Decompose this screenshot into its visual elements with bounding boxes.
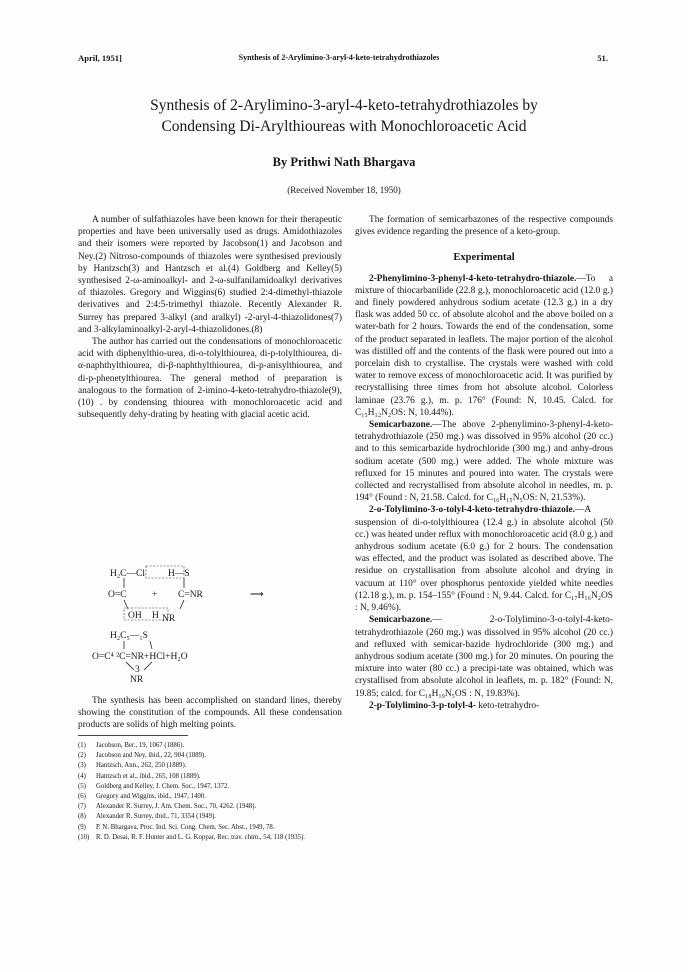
running-head — [78, 53, 608, 67]
product-ring-bottom: NR — [130, 675, 144, 685]
procedure-p-tolyl — [355, 700, 613, 712]
procedure-phenyl-title: 2-Phenylimino-3-phenyl-4-keto-tetrahydro-thiazole. — [369, 273, 577, 284]
reference-text: Alexander R. Surrey, ibid., 71, 3354 (1949). — [96, 813, 216, 821]
reference-number: (1) — [78, 742, 86, 749]
reference-number: (9) — [78, 823, 86, 831]
scheme-nr: NR — [162, 614, 176, 624]
scheme-reagent-ch2cl: H₂C—Cl — [110, 569, 145, 579]
reference-item — [78, 802, 342, 812]
references-divider — [78, 735, 188, 736]
keto-evidence-paragraph: The formation of semicarbazones of the respective compounds gives evidence regarding the presence of a keto-group. — [355, 215, 613, 238]
scheme-arrow: ⟶ — [250, 590, 264, 600]
reference-item — [78, 792, 342, 802]
procedure-phenyl-text: —To a mixture of thiocarbanilide (22.8 g.), monochloroacetic acid (12.0 g.) and finely powdered anhydrous sodium acetate (12.3 g.) in a dry flask was added 50 cc. of absolute alcohol and the above boiled on a water-bath for 2 hours. Towards the end of the condensation, some of the product separated in leaflets. The major portion of the alcohol was distilled off and the contents of the flask were poured out into a porcelain dish to crystallise. The crystals were washed with cold water to remove excess of monochloroacetic acid. It was purified by recrystallising three times from hot absolute alcohol. Colorless laminae (23.76 g.), m. p. 176° (Found: N, 10.45. Calcd. for C₁₅H₁₂N₂OS: N, 10.44%). — [355, 273, 613, 418]
reference-item — [78, 772, 342, 782]
reference-text: Jacobson and Ney, ibid., 22, 904 (1889). — [96, 752, 206, 760]
procedure-o-tolyl — [355, 504, 613, 614]
method-paragraph: The author has carried out the condensations of monochloroacetic acid with diphenylthio-urea, di-o-tolylthiourea, di-p-tolylthiourea, di-α-naphthylthiourea, di-β-naphthylthiourea, di-p-anisylthiourea, and di-p-phenetylthiourea. The general method of preparation is analogous to the formation of 2-imino-4-keto-tetrahydro-thiazole(9),(10) . by condensing thiourea with monochloroacetic acid and subsequently dehy-drating by heating with glacial acetic acid. — [78, 337, 342, 421]
author-line: By Prithwi Nath Bhargava — [272, 155, 416, 169]
reference-item — [78, 761, 342, 771]
procedure-phenyl-semicarbazone-text: —The above 2-phenylimino-3-phenyl-4-keto-tetrahydrothiazole (250 mg.) was dissolved in 95% alcohol (20 cc.) and to this semicarbazide hydrochloride (300 mg.) and anhy-drous sodium acetate (500 mg.) were added. The whole mixture was refluxed for 15 minutes and poured into water. The crystals were collected and recrystallised from absolute alcohol in needles, m. p. 194° (Found : N, 21.58. Calcd. for C₁₆H₁₅N₅OS: N, 21.53%). — [355, 420, 613, 504]
scheme-thiourea-c: C=NR — [178, 590, 203, 600]
references-list — [78, 741, 342, 843]
reference-text: R. D. Desai, R. F. Hunter and L. G. Koppar, Rec. trav. chim., 54, 118 (1935). — [96, 833, 305, 841]
reference-number: (3) — [78, 762, 86, 770]
reference-text: Gregory and Wiggins, ibid., 1947, 1400. — [96, 793, 206, 801]
reference-text: Goldberg and Kelley, J. Chem. Soc., 1947, 1372. — [96, 782, 230, 790]
reference-text: P. N. Bhargava, Proc. Ind. Sci. Cong. Chem. Sec. Abst., 1949, 78. — [96, 823, 275, 831]
running-title: Synthesis of 2-Arylimino-3-aryl-4-keto-tetrahydrothiazoles — [238, 53, 440, 62]
procedure-p-tolyl-title: 2-p-Tolylimino-3-p-tolyl-4- — [369, 700, 476, 711]
reference-number: (5) — [78, 782, 86, 790]
article-title — [60, 95, 628, 137]
reference-number: (2) — [78, 752, 86, 760]
procedure-o-tolyl-semicarbazone — [355, 614, 613, 699]
product-ring-top: H₂C₅—₁S — [110, 631, 148, 641]
procedure-o-tolyl-semicarbazone-title: Semicarbazone. — [369, 615, 433, 626]
reference-item — [78, 782, 342, 792]
title-line-2: Condensing Di-Arylthioureas with Monochloroacetic Acid — [161, 118, 527, 135]
reference-item — [78, 823, 342, 833]
reference-number: (7) — [78, 803, 86, 811]
issue-date: April, 1951] — [78, 53, 122, 63]
procedure-p-tolyl-text: keto-tetrahydro- — [478, 700, 540, 711]
conclusion-paragraph: The synthesis has been accomplished on standard lines, thereby showing the constitution of the compounds. All these condensation products are solids of high melting points. — [78, 696, 342, 731]
reference-number: (10) — [78, 833, 90, 841]
reaction-scheme-drawing — [88, 562, 338, 697]
scheme-plus: + — [152, 590, 158, 600]
procedure-phenyl-semicarbazone-title: Semicarbazone. — [369, 420, 433, 431]
reference-item — [78, 833, 342, 843]
reference-text: Hantzsch, Ann., 262, 250 (1889). — [96, 762, 187, 770]
procedure-o-tolyl-text: —A suspension of di-o-tolylthiourea (12.4 g.) in absolute alcohol (50 cc.) was heated under reflux with monochloroacetic acid (8.0 g.) and anhydrous sodium acetate (6.0 g.) for 2 hours. The condensation was effected, and the product was isolated as described above. The residue on crystallisation from absolute alcohol and drying in vacuum at 110° over phosphorus pentoxide yielded white needles (12.18 g.), m. p. 154–155° (Found : N, 9.44. Calcd. for C₁₇H₁₆N₂OS : N, 9.46%). — [355, 505, 613, 614]
product-ring-middle: O=C⁴ ²C=NR+HCl+H₂O — [92, 652, 188, 662]
section-heading-experimental: Experimental — [453, 252, 515, 264]
scheme-reagent-hs: H—S — [168, 569, 190, 579]
right-column — [355, 214, 613, 712]
reference-item — [78, 751, 342, 761]
reference-number: (6) — [78, 793, 86, 801]
product-ring-position: 3 — [135, 665, 140, 675]
intro-paragraph: A number of sulfathiazoles have been known for their therapeutic properties and have been universally used as drugs. Amidothiazoles and their isomers were reported by Jacobson(1) and Jacobson and Ney.(2) Nitroso-compounds of thiazoles were synthesised previously by Hantzsch(3) and Hantzsch et al.(4) Goldberg and Kelley(5) synthesised 2-ω-aminoalkyl- and 2-ω-sulfanilamidoalkyl derivatives of thiazoles. Gregory and Wiggins(6) studied 2:4-dimethyl-thiazole derivatives and 2:4:5-trimethyl thiazole. Recently Alexander R. Surrey has prepared 3-alkyl (and aralkyl) -2-aryl-4-thiazolidones(7) and 3-alkylaminoalkyl-2-aryl-4-thiazolidones.(8) — [78, 215, 342, 335]
procedure-phenyl-semicarbazone — [355, 419, 613, 504]
procedure-o-tolyl-title: 2-o-Tolylimino-3-o-tolyl-4-keto-tetrahydro-thiazole. — [369, 505, 575, 516]
page-number: 51. — [597, 53, 608, 63]
reference-item — [78, 812, 342, 822]
left-column — [78, 214, 342, 421]
reference-number: (8) — [78, 813, 86, 821]
scheme-h: H — [152, 611, 159, 621]
title-line-1: Synthesis of 2-Arylimino-3-aryl-4-keto-tetrahydrothiazoles by — [150, 97, 538, 114]
received-date: (Received November 18, 1950) — [287, 185, 401, 195]
reference-text: Alexander R. Surrey, J. Am. Chem. Soc., 70, 4262. (1948). — [96, 803, 257, 811]
reaction-scheme — [88, 562, 338, 697]
procedure-phenyl — [355, 273, 613, 419]
scheme-oh: OH — [128, 611, 142, 621]
scheme-carbonyl: O=C — [108, 590, 127, 600]
reference-text: Jacobson, Ber., 19, 1067 (1886). — [96, 742, 185, 749]
reference-number: (4) — [78, 772, 86, 780]
procedure-o-tolyl-semicarbazone-text: — 2-o-Tolylimino-3-o-tolyl-4-keto-tetrahydrothiazole (260 mg.) was dissolved in 95% alcohol (20 cc.) and refluxed with semicar-bazide hydrochloride (300 mg.) and anhydrous sodium acetate (300 mg.) for 20 minutes. On pouring the mixture into water (80 cc.) a precipi-tate was obtained, which was crystallised from absolute alcohol in leaflets, m. p. 182° (Found: N, 19.85; calcd. for C₁₈H₁₉N₅OS : N, 19.83%). — [355, 615, 613, 699]
reference-item — [78, 741, 342, 751]
reference-text: Hantzsch et al., ibid., 265, 108 (1889). — [96, 772, 201, 780]
